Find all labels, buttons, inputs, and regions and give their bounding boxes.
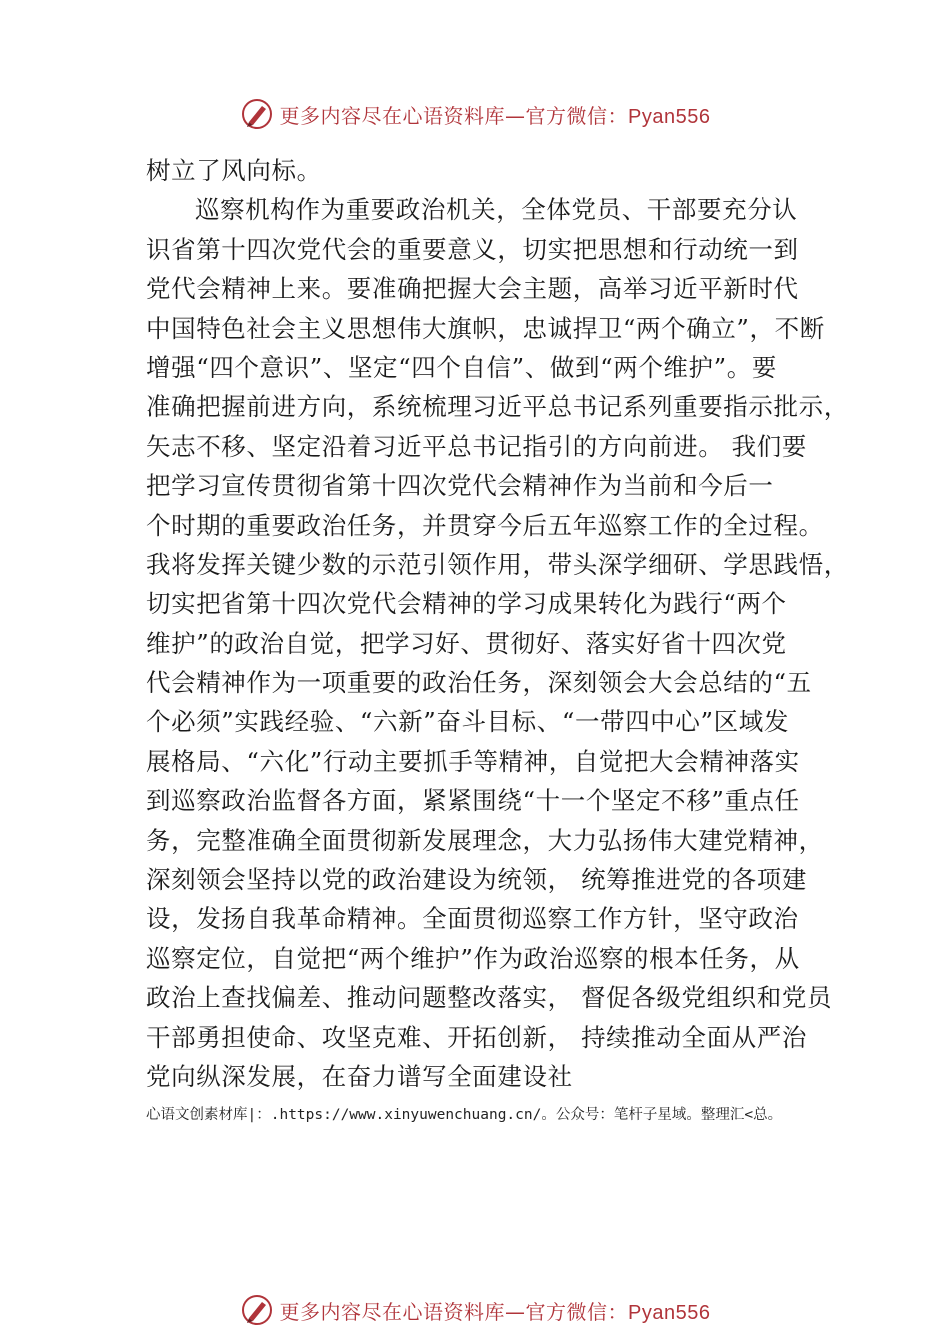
body-line: 增强“四个意识”、坚定“四个自信”、做到“两个维护”。要 — [146, 352, 777, 382]
body-line: 党代会精神上来。要准确把握大会主题，高举习近平新时代 — [146, 274, 799, 304]
footer-banner — [0, 1290, 950, 1330]
body-line: 党向纵深发展，在奋力谱写全面建设社 — [146, 1061, 573, 1091]
header-banner — [0, 94, 950, 134]
body-line: 巡察机构作为重要政治机关，全体党员、干部要充分认 — [195, 195, 798, 225]
body-line: 干部勇担使命、攻坚克难、开拓创新， 持续推动全面从严治 — [146, 1022, 807, 1052]
pen-logo-icon — [240, 1293, 274, 1327]
body-line: 个必须”实践经验、“六新”奋斗目标、“一带四中心”区域发 — [146, 707, 789, 737]
body-line: 中国特色社会主义思想伟大旗帜，忠诚捍卫“两个确立”，不断 — [146, 313, 825, 343]
body-line: 巡察定位，自觉把“两个维护”作为政治巡察的根本任务，从 — [146, 943, 800, 973]
body-line: 个时期的重要政治任务，并贯穿今后五年巡察工作的全过程。 — [146, 510, 824, 540]
body-line: 维护”的政治自觉，把学习好、贯彻好、落实好省十四次党 — [146, 628, 787, 658]
body-line: 把学习宣传贯彻省第十四次党代会精神作为当前和今后一 — [146, 471, 774, 501]
body-line: 设，发扬自我革命精神。全面贯彻巡察工作方针，坚守政治 — [146, 904, 799, 934]
body-line: 展格局、“六化”行动主要抓手等精神，自觉把大会精神落实 — [146, 746, 800, 776]
body-line: 树立了风向标。 — [146, 156, 322, 185]
pen-logo-icon — [240, 97, 274, 131]
header-banner-text — [280, 100, 711, 129]
body-line: 矢志不移、坚定沿着习近平总书记指引的方向前进。 我们要 — [146, 431, 807, 461]
footer-banner-label: 更多内容尽在心语资料库—官方微信： — [279, 1299, 629, 1324]
footer-note: 心语文创素材库|：.https://www.xinyuwenchuang.cn/。公众号：笔杆子星域。整理汇<总。 — [146, 1107, 783, 1123]
body-line: 我将发挥关键少数的示范引领作用，带头深学细研、学思践悟， — [146, 549, 849, 579]
body-line: 切实把省第十四次党代会精神的学习成果转化为践行“两个 — [146, 589, 787, 619]
body-line: 到巡察政治监督各方面，紧紧围绕“十一个坚定不移”重点任 — [146, 786, 800, 816]
body-line: 准确把握前进方向，系统梳理习近平总书记系列重要指示批示， — [146, 392, 849, 422]
document-body — [146, 151, 849, 1096]
body-line: 政治上查找偏差、推动问题整改落实， 督促各级党组织和党员 — [146, 983, 833, 1013]
body-line: 识省第十四次党代会的重要意义，切实把思想和行动统一到 — [146, 234, 799, 264]
body-line: 务，完整准确全面贯彻新发展理念，大力弘扬伟大建党精神， — [146, 825, 824, 855]
body-line: 深刻领会坚持以党的政治建设为统领， 统筹推进党的各项建 — [146, 865, 807, 895]
body-line: 代会精神作为一项重要的政治任务，深刻领会大会总结的“五 — [146, 668, 812, 698]
header-banner-label: 更多内容尽在心语资料库—官方微信： — [279, 103, 629, 128]
footer-banner-text — [280, 1296, 711, 1325]
header-wechat-id: Pyan556 — [628, 105, 711, 128]
footer-wechat-id: Pyan556 — [628, 1301, 711, 1324]
